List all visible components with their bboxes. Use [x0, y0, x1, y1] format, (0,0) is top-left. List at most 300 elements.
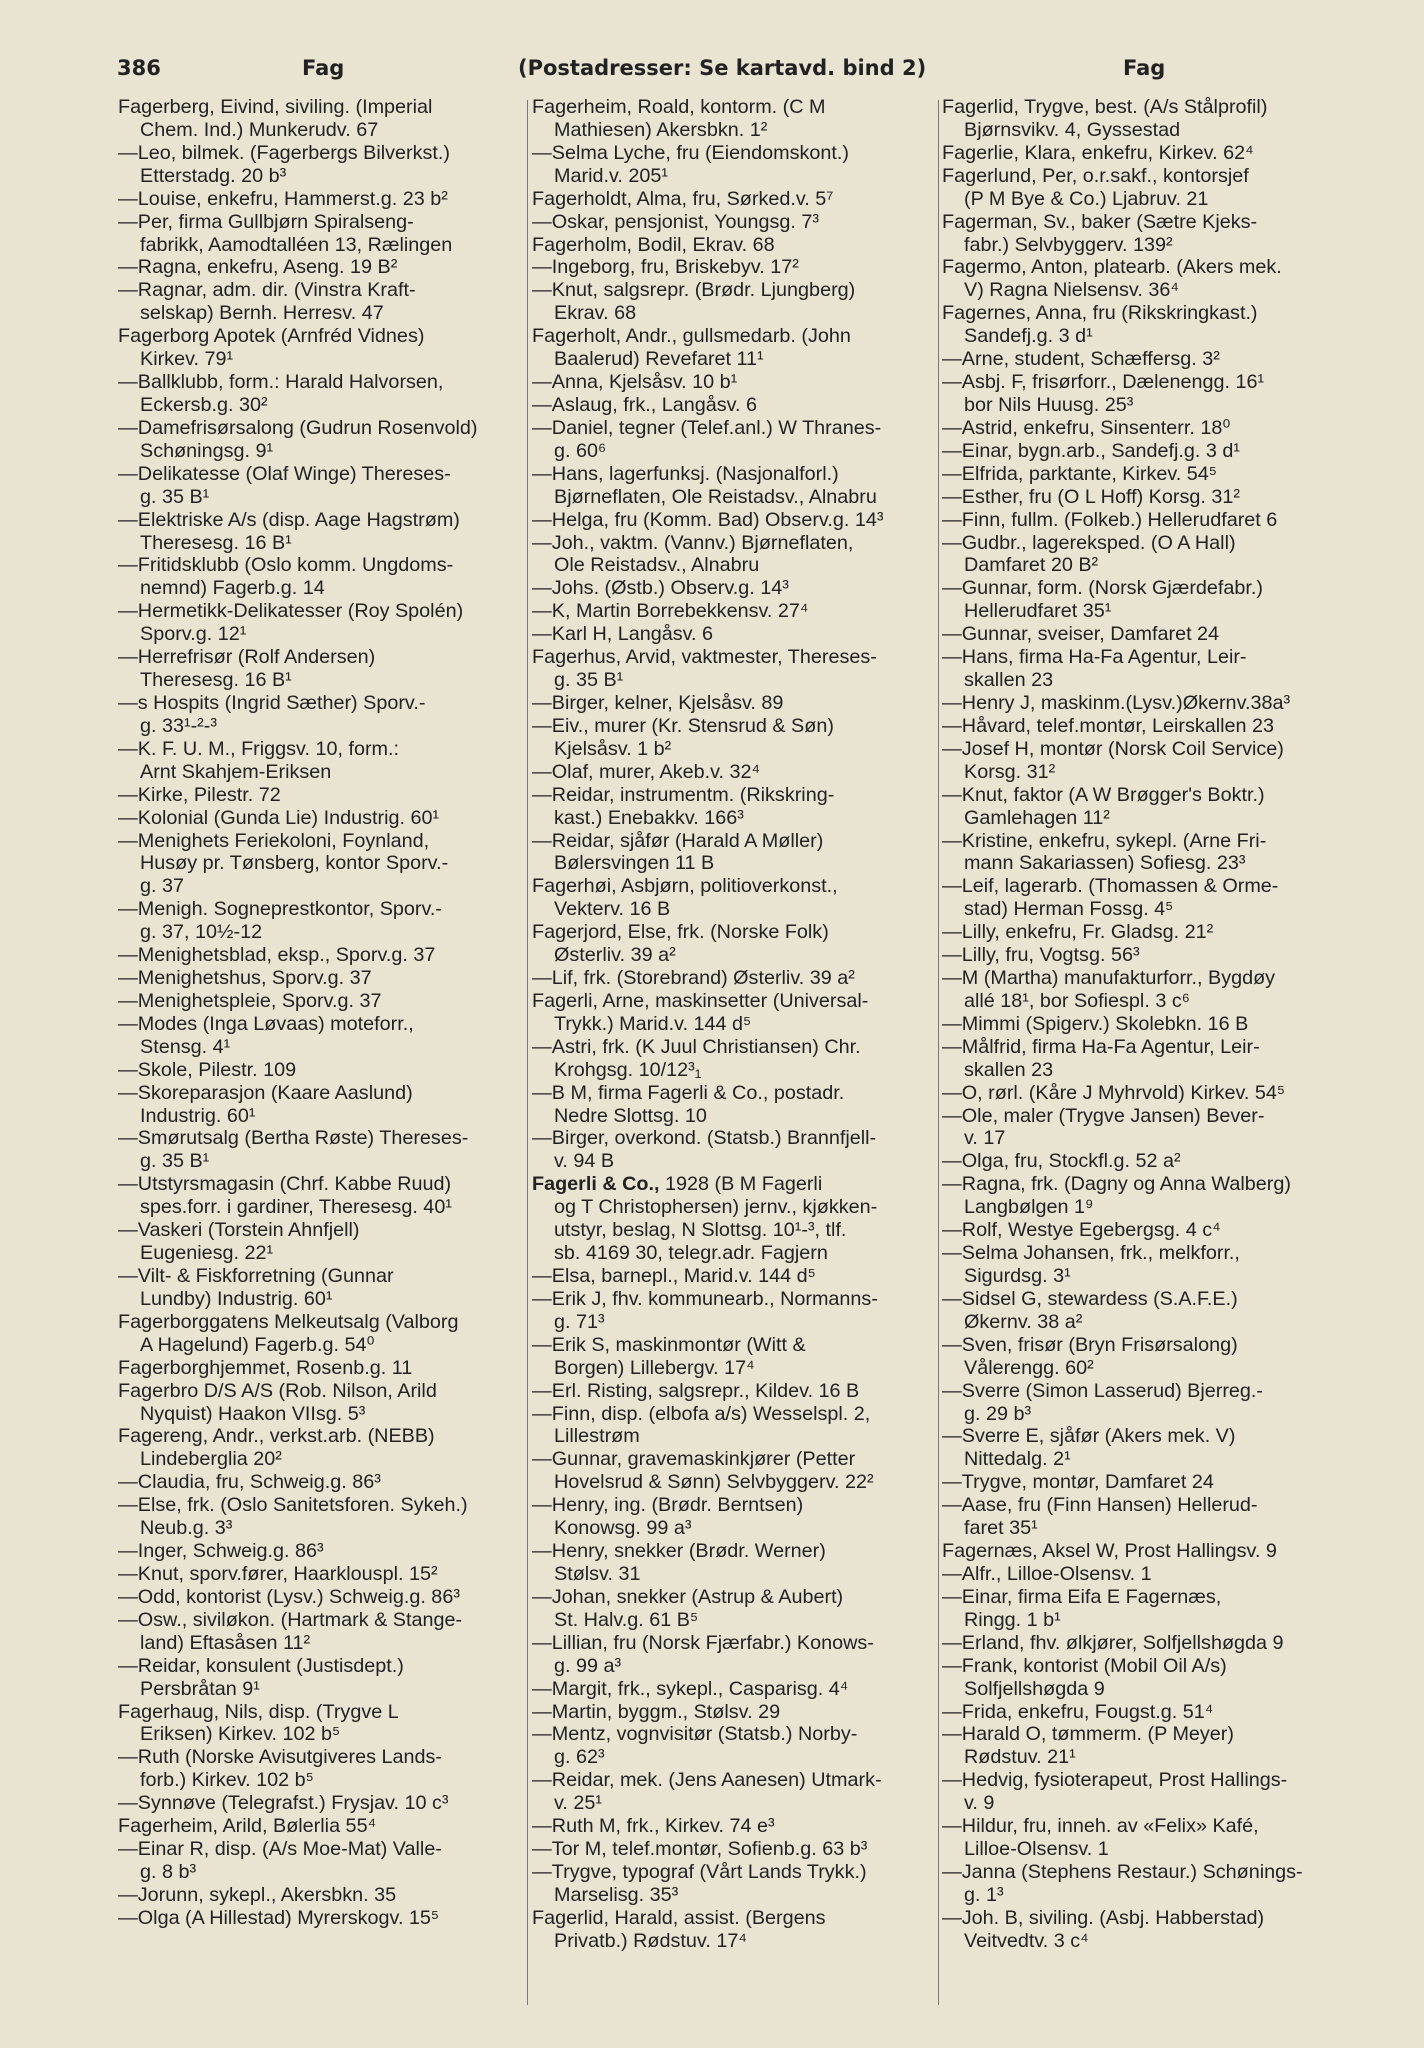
directory-entry [118, 325, 524, 371]
entry-line: —Erland, fhv. ølkjører, Solfjellshøgda 9 [942, 1631, 1284, 1654]
entry-line: —Louise, enkefru, Hammerst.g. 23 b² [118, 187, 448, 210]
directory-entry [942, 1334, 1344, 1380]
entry-line: 1928 (B M Fagerli [659, 1173, 823, 1196]
directory-entry [532, 761, 936, 784]
entry-line: —Olga (A Hillestad) Myrerskogv. 15⁵ [118, 1906, 440, 1929]
directory-entry [118, 1173, 524, 1219]
directory-entry [118, 784, 524, 807]
directory-entry [942, 165, 1344, 211]
directory-entry [118, 1311, 524, 1357]
entry-line: Ekrav. 68 [554, 302, 637, 325]
entry-line: —Finn, fullm. (Folkeb.) Hellerudfaret 6 [942, 508, 1278, 531]
directory-entry [942, 1769, 1344, 1815]
directory-entry [118, 509, 524, 555]
entry-line: —Osw., siviløkon. (Hartmark & Stange- [118, 1608, 463, 1631]
directory-entry [118, 417, 524, 463]
header-center-label: (Postadresser: Se kartavd. bind 2) [518, 56, 927, 80]
entry-line: Fagerbro D/S A/S (Rob. Nilson, Arild [118, 1379, 437, 1402]
directory-entry [118, 1586, 524, 1609]
page-header [0, 52, 1424, 88]
entry-line: kast.) Enebakkv. 166³ [554, 806, 744, 829]
entry-line: Husøy pr. Tønsberg, kontor Sporv.- [140, 852, 449, 875]
entry-line: Fagerholdt, Alma, fru, Sørked.v. 5⁷ [532, 187, 834, 210]
entry-line: Fagermo, Anton, platearb. (Akers mek. [942, 256, 1282, 279]
directory-entry [532, 211, 936, 234]
directory-entry [942, 921, 1344, 944]
directory-entry [532, 1173, 936, 1265]
directory-entry [118, 1792, 524, 1815]
entry-line: Nyquist) Haakon VIIsg. 5³ [140, 1402, 366, 1425]
entry-line: Fagernæs, Aksel W, Prost Hallingsv. 9 [942, 1540, 1277, 1563]
entry-line: Schøningsg. 9¹ [140, 439, 274, 462]
entry-line: —Lillian, fru (Norsk Fjærfabr.) Konows- [532, 1631, 874, 1654]
directory-entry [942, 463, 1344, 486]
directory-entry [942, 1723, 1344, 1769]
directory-entry [118, 1219, 524, 1265]
directory-entry [942, 1471, 1344, 1494]
directory-entry [118, 807, 524, 830]
entry-line: Lundby) Industrig. 60¹ [140, 1287, 333, 1310]
directory-entry [532, 1380, 936, 1403]
entry-line: Lillestrøm [554, 1425, 640, 1448]
directory-entry [118, 1380, 524, 1426]
directory-entry [532, 1678, 936, 1701]
directory-entry [532, 600, 936, 623]
directory-entry [942, 1815, 1344, 1861]
directory-entry [532, 1540, 936, 1586]
entry-line: —Elektriske A/s (disp. Aage Hagstrøm) [118, 508, 460, 531]
entry-line: v. 17 [964, 1127, 1006, 1150]
directory-entry [118, 646, 524, 692]
directory-entry [942, 96, 1344, 142]
directory-entry [942, 532, 1344, 578]
entry-line: Langbølgen 1⁹ [964, 1196, 1094, 1219]
entry-line: —Finn, disp. (elbofa a/s) Wesselspl. 2, [532, 1402, 871, 1425]
directory-column-1 [118, 96, 524, 1930]
directory-entry [532, 1632, 936, 1678]
entry-line: —Kirke, Pilestr. 72 [118, 783, 281, 806]
directory-entry [942, 486, 1344, 509]
entry-line: Fagernes, Anna, fru (Rikskringkast.) [942, 302, 1258, 325]
directory-entry [118, 554, 524, 600]
entry-line: Eugeniesg. 22¹ [140, 1242, 274, 1265]
entry-line: —Arne, student, Schæffersg. 3² [942, 348, 1220, 371]
directory-entry [942, 1242, 1344, 1288]
entry-line: Rødstuv. 21¹ [964, 1746, 1076, 1769]
entry-line: Veitvedtv. 3 c⁴ [964, 1929, 1089, 1952]
entry-line: —Modes (Inga Løvaas) moteforr., [118, 1012, 414, 1035]
entry-line: Borgen) Lillebergv. 17⁴ [554, 1356, 755, 1379]
directory-entry [532, 623, 936, 646]
directory-entry [118, 279, 524, 325]
entry-line: Krohgsg. 10/12³₁ [554, 1058, 702, 1081]
entry-line: —Kristine, enkefru, sykepl. (Arne Fri- [942, 829, 1267, 852]
entry-line: —Sven, frisør (Bryn Frisørsalong) [942, 1333, 1238, 1356]
column-divider [527, 100, 528, 2005]
entry-line: mann Sakariassen) Sofiesg. 23³ [964, 852, 1246, 875]
entry-line: Østerliv. 39 a² [554, 944, 676, 967]
entry-line: —Smørutsalg (Bertha Røste) Thereses- [118, 1127, 469, 1150]
entry-line: Sigurdsg. 3¹ [964, 1265, 1071, 1288]
entry-line: —Birger, overkond. (Statsb.) Brannfjell- [532, 1127, 877, 1150]
entry-line: —Hans, lagerfunksj. (Nasjonalforl.) [532, 462, 839, 485]
entry-line: Fagerborg Apotek (Arnfréd Vidnes) [118, 325, 425, 348]
entry-line: fabrikk, Aamodtalléen 13, Rælingen [140, 233, 453, 256]
entry-line: Fagerlid, Trygve, best. (A/s Stålprofil) [942, 96, 1268, 118]
directory-entry [118, 1082, 524, 1128]
directory-entry [532, 1723, 936, 1769]
entry-line: —Delikatesse (Olaf Winge) Thereses- [118, 462, 451, 485]
directory-entry [118, 1471, 524, 1494]
directory-entry [942, 1082, 1344, 1105]
entry-line: Eriksen) Kirkev. 102 b⁵ [140, 1723, 341, 1746]
entry-line: g. 1³ [964, 1883, 1004, 1906]
directory-entry [532, 256, 936, 279]
directory-entry [118, 990, 524, 1013]
entry-line: —Ruth (Norske Avisutgiveres Lands- [118, 1746, 442, 1769]
entry-line: Fagerhøi, Asbjørn, politioverkonst., [532, 875, 838, 898]
directory-entry [532, 784, 936, 830]
entry-line: —Vaskeri (Torstein Ahnfjell) [118, 1219, 360, 1242]
entry-line: Sporv.g. 12¹ [140, 623, 247, 646]
entry-line: —Astrid, enkefru, Sinsenterr. 18⁰ [942, 416, 1231, 439]
directory-entry [942, 1907, 1344, 1953]
entry-line: —Joh., vaktm. (Vannv.) Bjørneflaten, [532, 531, 854, 554]
entry-line: —Herrefrisør (Rolf Andersen) [118, 646, 376, 669]
entry-line: —s Hospits (Ingrid Sæther) Sporv.- [118, 691, 426, 714]
entry-line: Ole Reistadsv., Alnabru [554, 554, 760, 577]
entry-line: —Reidar, instrumentm. (Rikskring- [532, 783, 835, 806]
entry-line: g. 62³ [554, 1746, 605, 1769]
entry-line: —B M, firma Fagerli & Co., postadr. [532, 1081, 845, 1104]
entry-line: —O, rørl. (Kåre J Myhrvold) Kirkev. 54⁵ [942, 1081, 1286, 1104]
directory-entry [942, 417, 1344, 440]
entry-line: A Hagelund) Fagerb.g. 54⁰ [140, 1333, 375, 1356]
entry-line: —Knut, salgsrepr. (Brødr. Ljungberg) [532, 279, 856, 302]
entry-line: Fagerborghjemmet, Rosenb.g. 11 [118, 1356, 413, 1379]
directory-entry [532, 532, 936, 578]
entry-firm-name: Fagerli & Co., [532, 1173, 660, 1196]
entry-line: Hellerudfaret 35¹ [964, 600, 1112, 623]
directory-entry [942, 692, 1344, 715]
entry-line: —Ingeborg, fru, Briskebyv. 17² [532, 256, 799, 279]
directory-column-2 [532, 96, 936, 1953]
directory-entry [118, 1265, 524, 1311]
entry-line: g. 35 B¹ [554, 669, 624, 692]
directory-entry [942, 371, 1344, 417]
entry-line: utstyr, beslag, N Slottsg. 10¹-³, tlf. [554, 1219, 847, 1242]
directory-entry [118, 1425, 524, 1471]
directory-entry [532, 1701, 936, 1724]
entry-line: —Ragnar, adm. dir. (Vinstra Kraft- [118, 279, 416, 302]
directory-entry [118, 463, 524, 509]
directory-entry [118, 898, 524, 944]
directory-entry [532, 1838, 936, 1861]
entry-line: Fagerhus, Arvid, vaktmester, Thereses- [532, 646, 877, 669]
entry-line: —Rolf, Westye Egebergsg. 4 c⁴ [942, 1219, 1221, 1242]
entry-line: —Esther, fru (O L Hoff) Korsg. 31² [942, 485, 1240, 508]
entry-line: —Aase, fru (Finn Hansen) Hellerud- [942, 1494, 1258, 1517]
directory-entry [118, 142, 524, 188]
directory-entry [942, 1701, 1344, 1724]
entry-line: —Karl H, Langåsv. 6 [532, 623, 714, 646]
entry-line: —Daniel, tegner (Telef.anl.) W Thranes- [532, 416, 882, 439]
entry-line: Fagerborggatens Melkeutsalg (Valborg [118, 1310, 459, 1333]
directory-entry [942, 440, 1344, 463]
entry-line: —Leo, bilmek. (Fagerbergs Bilverkst.) [118, 141, 450, 164]
entry-line: Fagerheim, Roald, kontorm. (C M [532, 96, 826, 118]
entry-line: —Einar, firma Eifa E Fagernæs, [942, 1585, 1222, 1608]
entry-line: fabr.) Selvbyggerv. 139² [964, 233, 1173, 256]
directory-entry [532, 1769, 936, 1815]
entry-line: —Henry, ing. (Brødr. Berntsen) [532, 1494, 804, 1517]
entry-line: —Selma Lyche, fru (Eiendomskont.) [532, 141, 849, 164]
column-divider [938, 100, 939, 2005]
entry-line: —Einar R, disp. (A/s Moe-Mat) Valle- [118, 1838, 442, 1861]
entry-line: —Mimmi (Spigerv.) Skolebkn. 16 B [942, 1012, 1249, 1035]
entry-line: —Vilt- & Fiskforretning (Gunnar [118, 1265, 394, 1288]
directory-entry [942, 1861, 1344, 1907]
entry-line: —Ole, maler (Trygve Jansen) Bever- [942, 1104, 1265, 1127]
entry-line: Fagerberg, Eivind, siviling. (Imperial [118, 96, 433, 118]
directory-entry [532, 371, 936, 394]
entry-line: Persbråtan 9¹ [140, 1677, 260, 1700]
entry-line: —Janna (Stephens Restaur.) Schønings- [942, 1860, 1303, 1883]
directory-entry [532, 142, 936, 188]
entry-line: selskap) Bernh. Herresv. 47 [140, 302, 384, 325]
entry-line: faret 35¹ [964, 1517, 1038, 1540]
entry-line: —Knut, faktor (A W Brøgger's Boktr.) [942, 783, 1265, 806]
entry-line: —Birger, kelner, Kjelsåsv. 89 [532, 691, 784, 714]
directory-entry [118, 1884, 524, 1907]
directory-entry [118, 1540, 524, 1563]
entry-line: v. 94 B [554, 1150, 615, 1173]
directory-entry [942, 211, 1344, 257]
entry-line: Damfaret 20 B² [964, 554, 1099, 577]
directory-entry [532, 1334, 936, 1380]
directory-entry [532, 325, 936, 371]
entry-line: spes.forr. i gardiner, Theresesg. 40¹ [140, 1196, 452, 1219]
entry-line: Konowsg. 99 a³ [554, 1517, 692, 1540]
entry-line: Stølsv. 31 [554, 1563, 641, 1585]
entry-line: —Lilly, enkefru, Fr. Gladsg. 21² [942, 921, 1214, 944]
directory-entry [118, 1838, 524, 1884]
directory-entry [942, 1380, 1344, 1426]
directory-entry [532, 1448, 936, 1494]
directory-entry [532, 1815, 936, 1838]
entry-line: Chem. Ind.) Munkerudv. 67 [140, 118, 379, 141]
entry-line: Neub.g. 3³ [140, 1517, 233, 1540]
entry-line: —Jorunn, sykepl., Akersbkn. 35 [118, 1883, 397, 1906]
entry-line: —Skole, Pilestr. 109 [118, 1058, 297, 1081]
directory-entry [942, 1425, 1344, 1471]
entry-line: —Menighetspleie, Sporv.g. 37 [118, 989, 382, 1012]
entry-line: —Oskar, pensjonist, Youngsg. 7³ [532, 210, 820, 233]
entry-line: —Margit, frk., sykepl., Casparisg. 4⁴ [532, 1677, 849, 1700]
entry-line: —Gunnar, form. (Norsk Gjærdefabr.) [942, 577, 1263, 600]
directory-entry [942, 1013, 1344, 1036]
directory-entry [532, 394, 936, 417]
entry-line: —Kolonial (Gunda Lie) Industrig. 60¹ [118, 806, 440, 829]
entry-line: —Knut, sporv.fører, Haarklouspl. 15² [118, 1563, 438, 1585]
directory-entry [532, 234, 936, 257]
entry-line: —Hedvig, fysioterapeut, Prost Hallings- [942, 1769, 1288, 1792]
entry-line: —Johs. (Østb.) Observ.g. 14³ [532, 577, 789, 600]
entry-line: —Ragna, enkefru, Aseng. 19 B² [118, 256, 398, 279]
entry-line: Kjelsåsv. 1 b² [554, 737, 672, 760]
entry-line: —Gunnar, gravemaskinkjører (Petter [532, 1448, 856, 1471]
directory-entry [118, 1746, 524, 1792]
directory-entry [118, 1357, 524, 1380]
entry-line: v. 25¹ [554, 1792, 603, 1815]
entry-line: —Aslaug, frk., Langåsv. 6 [532, 393, 758, 416]
entry-line: stad) Herman Fossg. 4⁵ [964, 898, 1174, 921]
directory-entry [532, 96, 936, 142]
directory-entry [942, 875, 1344, 921]
directory-entry [118, 188, 524, 211]
entry-line: Korsg. 31² [964, 760, 1056, 783]
directory-entry [942, 1563, 1344, 1586]
entry-line: Theresesg. 16 B¹ [140, 531, 292, 554]
entry-line: —Per, firma Gullbjørn Spiralseng- [118, 210, 414, 233]
entry-line: —Utstyrsmagasin (Chrf. Kabbe Ruud) [118, 1173, 452, 1196]
entry-line: g. 71³ [554, 1310, 605, 1333]
directory-entry [118, 1655, 524, 1701]
entry-line: —Skoreparasjon (Kaare Aaslund) [118, 1081, 413, 1104]
directory-entry [942, 646, 1344, 692]
entry-line: Fagereng, Andr., verkst.arb. (NEBB) [118, 1425, 435, 1448]
directory-entry [118, 1815, 524, 1838]
directory-entry [532, 1861, 936, 1907]
entry-line: —Joh. B, siviling. (Asbj. Habberstad) [942, 1906, 1265, 1929]
entry-line: St. Halv.g. 61 B⁵ [554, 1608, 699, 1631]
entry-line: v. 9 [964, 1792, 995, 1815]
entry-line: Eckersb.g. 30² [140, 393, 268, 416]
directory-entry [942, 1494, 1344, 1540]
entry-line: skallen 23 [964, 669, 1054, 692]
entry-line: —K. F. U. M., Friggsv. 10, form.: [118, 737, 400, 760]
entry-line: Marselisg. 35³ [554, 1883, 679, 1906]
entry-line: Fagerheim, Arild, Bølerlia 55⁴ [118, 1815, 377, 1838]
directory-entry [942, 577, 1344, 623]
entry-line: —Helga, fru (Komm. Bad) Observ.g. 14³ [532, 508, 884, 531]
entry-line: —Damefrisørsalong (Gudrun Rosenvold) [118, 416, 478, 439]
directory-entry [118, 96, 524, 142]
entry-line: —Erl. Risting, salgsrepr., Kildev. 16 B [532, 1379, 860, 1402]
directory-entry [942, 142, 1344, 165]
directory-entry [942, 1540, 1344, 1563]
directory-entry [942, 1219, 1344, 1242]
entry-line: g. 29 b³ [964, 1402, 1032, 1425]
directory-entry [532, 921, 936, 967]
entry-line: Stensg. 4¹ [140, 1035, 231, 1058]
entry-line: —Menigh. Sogneprestkontor, Sporv.- [118, 898, 442, 921]
directory-entry [532, 1586, 936, 1632]
directory-entry [532, 279, 936, 325]
entry-line: —Ruth M, frk., Kirkev. 74 e³ [532, 1815, 775, 1838]
entry-line: —Asbj. F, frisørforr., Dælenengg. 16¹ [942, 371, 1265, 394]
entry-line: —Lilly, fru, Vogtsg. 56³ [942, 944, 1140, 967]
entry-line: g. 60⁶ [554, 439, 607, 462]
entry-line: —Hildur, fru, inneh. av «Felix» Kafé, [942, 1815, 1259, 1838]
entry-line: —Henry J, maskinm.(Lysv.)Økernv.38a³ [942, 691, 1291, 714]
header-left-label: Fag [302, 56, 345, 80]
entry-line: —Sidsel G, stewardess (S.A.F.E.) [942, 1287, 1238, 1310]
directory-entry [532, 1265, 936, 1288]
directory-entry [118, 967, 524, 990]
entry-line: g. 37, 10½-12 [140, 921, 263, 944]
directory-entry [532, 1403, 936, 1449]
entry-line: —Frida, enkefru, Fougst.g. 51⁴ [942, 1700, 1214, 1723]
entry-line: —Reidar, konsulent (Justisdept.) [118, 1654, 404, 1677]
entry-line: —Sverre (Simon Lasserud) Bjerreg.- [942, 1379, 1264, 1402]
entry-line: (P M Bye & Co.) Ljabruv. 21 [964, 187, 1209, 210]
directory-entry [118, 1494, 524, 1540]
header-right-label: Fag [1123, 56, 1166, 80]
directory-entry [532, 1127, 936, 1173]
entry-line: skallen 23 [964, 1058, 1054, 1081]
entry-line: g. 99 a³ [554, 1654, 622, 1677]
entry-line: —Trygve, montør, Damfaret 24 [942, 1471, 1214, 1494]
directory-entry [532, 1288, 936, 1334]
directory-entry [532, 1082, 936, 1128]
entry-line: Vålerengg. 60² [964, 1356, 1094, 1379]
entry-line: —Josef H, montør (Norsk Coil Service) [942, 737, 1284, 760]
entry-line: —Ballklubb, form.: Harald Halvorsen, [118, 371, 444, 394]
directory-entry [942, 1150, 1344, 1173]
directory-entry [942, 348, 1344, 371]
entry-line: —Olga, fru, Stockfl.g. 52 a² [942, 1150, 1181, 1173]
entry-line: —Frank, kontorist (Mobil Oil A/s) [942, 1654, 1227, 1677]
entry-line: —Menighets Feriekoloni, Foynland, [118, 829, 430, 852]
entry-line: —Elsa, barnepl., Marid.v. 144 d⁵ [532, 1265, 816, 1288]
entry-line: —Menighetshus, Sporv.g. 37 [118, 967, 372, 990]
page-number: 386 [117, 56, 161, 80]
entry-line: —Lif, frk. (Storebrand) Østerliv. 39 a² [532, 967, 855, 990]
entry-line: —Else, frk. (Oslo Sanitetsforen. Sykeh.) [118, 1494, 468, 1517]
directory-entry [532, 830, 936, 876]
directory-entry [942, 738, 1344, 784]
directory-entry [532, 1036, 936, 1082]
directory-entry [118, 944, 524, 967]
directory-entry [118, 1907, 524, 1930]
entry-line: g. 35 B¹ [140, 485, 210, 508]
entry-line: —Trygve, typograf (Vårt Lands Trykk.) [532, 1860, 867, 1883]
entry-line: —Menighetsblad, eksp., Sporv.g. 37 [118, 944, 436, 967]
entry-line: —Gudbr., lagereksped. (O A Hall) [942, 531, 1236, 554]
entry-line: —Selma Johansen, frk., melkforr., [942, 1242, 1240, 1265]
entry-line: —Einar, bygn.arb., Sandefj.g. 3 d¹ [942, 439, 1240, 462]
entry-line: g. 37 [140, 875, 184, 898]
entry-line: —Claudia, fru, Schweig.g. 86³ [118, 1471, 381, 1494]
directory-entry [118, 738, 524, 784]
directory-entry [118, 211, 524, 257]
entry-line: Bølersvingen 11 B [554, 852, 715, 875]
directory-entry [118, 256, 524, 279]
entry-line: —Erik S, maskinmontør (Witt & [532, 1333, 806, 1356]
entry-line: —Fritidsklubb (Oslo komm. Ungdoms- [118, 554, 454, 577]
entry-line: —Eiv., murer (Kr. Stensrud & Søn) [532, 714, 834, 737]
entry-line: —Astri, frk. (K Juul Christiansen) Chr. [532, 1035, 861, 1058]
entry-line: —Synnøve (Telegrafst.) Frysjav. 10 c³ [118, 1792, 449, 1815]
directory-entry [942, 1105, 1344, 1151]
directory-entry [118, 1701, 524, 1747]
entry-line: sb. 4169 30, telegr.adr. Fagjern [554, 1242, 828, 1265]
directory-entry [118, 371, 524, 417]
entry-line: —Mentz, vognvisitør (Statsb.) Norby- [532, 1723, 858, 1746]
entry-line: —Martin, byggm., Stølsv. 29 [532, 1700, 781, 1723]
entry-line: —Målfrid, firma Ha-Fa Agentur, Leir- [942, 1035, 1260, 1058]
